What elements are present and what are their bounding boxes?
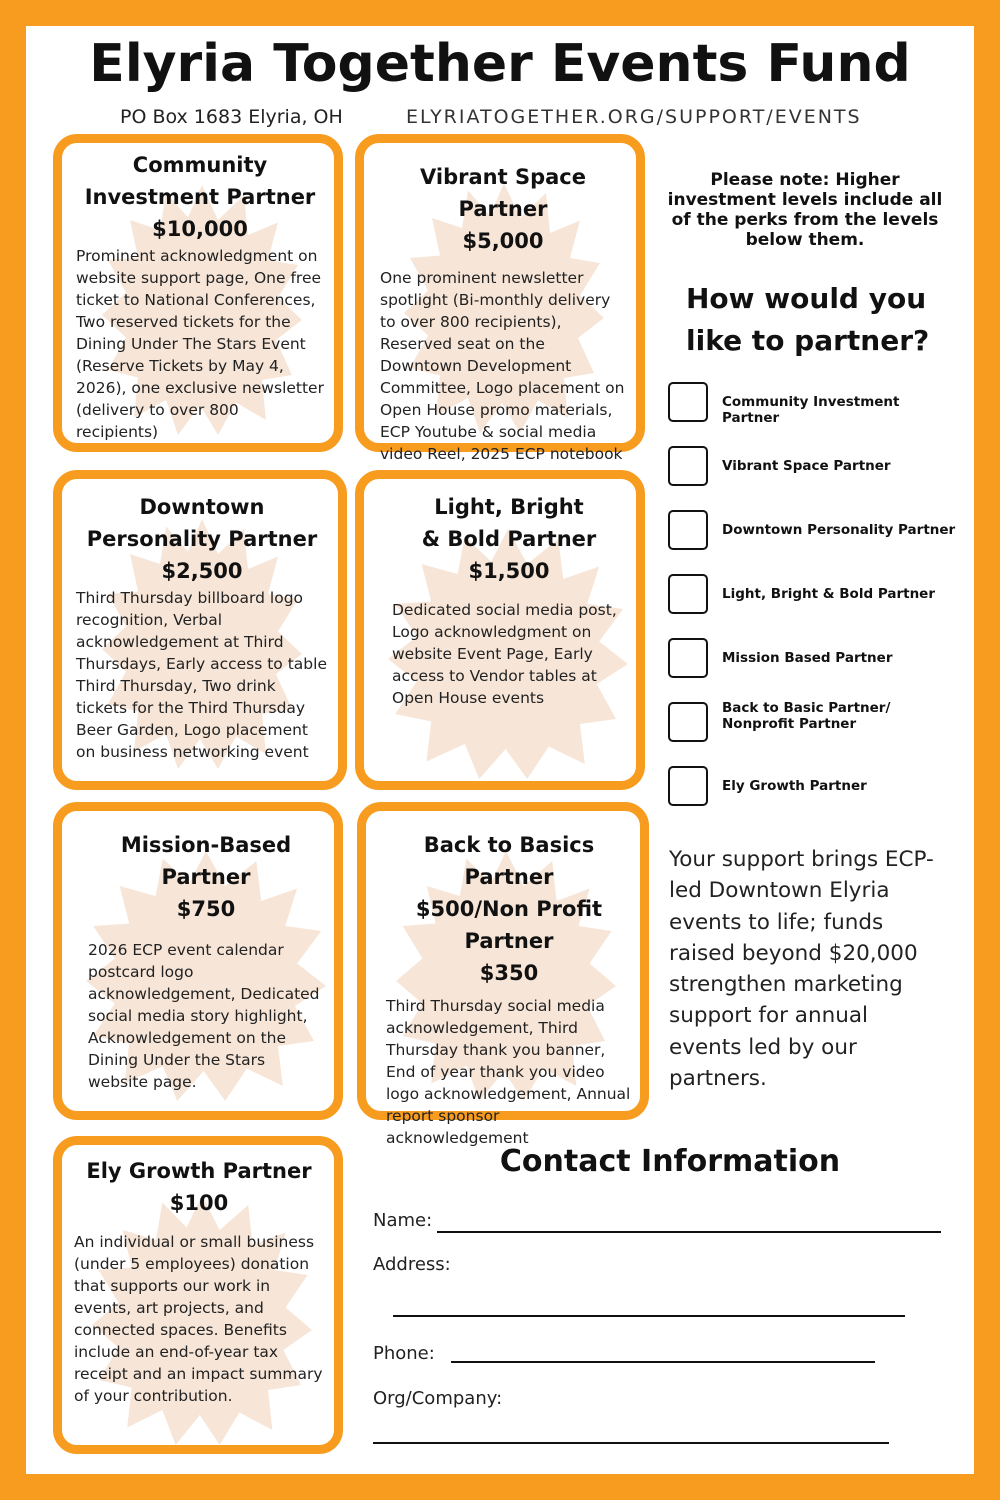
website-url[interactable]: ELYRIATOGETHER.ORG/SUPPORT/EVENTS xyxy=(406,106,862,128)
card-title: Back to Basics Partner xyxy=(423,833,595,889)
card-title: Investment Partner xyxy=(84,185,316,209)
option-downtown-personality-partner[interactable] xyxy=(668,510,958,552)
option-label: Ely Growth Partner xyxy=(722,778,867,794)
name-field[interactable] xyxy=(437,1231,941,1233)
perks-note: Please note: Higher investment levels include all of the perks from the levels below them. xyxy=(667,170,943,250)
option-label: Light, Bright & Bold Partner xyxy=(722,586,935,602)
option-label: Mission Based Partner xyxy=(722,650,893,666)
card-light-bright-bold-partner xyxy=(355,470,645,790)
checkbox[interactable] xyxy=(668,702,708,742)
name-label: Name: xyxy=(373,1210,433,1231)
card-title: $500/Non Profit Partner xyxy=(415,897,603,953)
card-price: $1,500 xyxy=(468,559,550,583)
card-ely-growth-partner xyxy=(53,1136,343,1454)
phone-label: Phone: xyxy=(373,1343,435,1364)
card-description: Dedicated social media post, Logo acknowledgment on website Event Page, Early access to Vendor tables at Open House events xyxy=(392,601,617,707)
org-company-label: Org/Company: xyxy=(373,1388,503,1409)
option-light-bright-bold-partner[interactable] xyxy=(668,574,958,616)
checkbox[interactable] xyxy=(668,382,708,422)
card-price: $100 xyxy=(169,1191,229,1215)
card-price: $350 xyxy=(479,961,539,985)
card-back-to-basics-partner xyxy=(357,802,649,1147)
card-description: An individual or small business (under 5 employees) donation that supports our work in events, art projects, and connected spaces. Benefits include an end-of-year tax receipt and an impact summary of your contribution. xyxy=(74,1233,323,1405)
card-description: One prominent newsletter spotlight (Bi-monthly delivery to over 800 recipients), Reserved seat on the Downtown Development Committee, Logo placement on Open House promo materials, ECP Youtube & social media video Reel, 2025 ECP notebook xyxy=(380,269,625,463)
checkbox[interactable] xyxy=(668,510,708,550)
card-title: Personality Partner xyxy=(86,527,318,551)
mailing-address: PO Box 1683 Elyria, OH xyxy=(120,106,343,128)
card-price: $5,000 xyxy=(462,229,544,253)
card-price: $750 xyxy=(176,897,236,921)
card-title: & Bold Partner xyxy=(421,527,597,551)
card-description: Third Thursday billboard logo recognition, Verbal acknowledgement at Third Thursdays, Early access to table Third Thursday, Two drink tickets for the Third Thursday Beer Garden, Logo placement on business networking event xyxy=(76,589,327,761)
card-description: Prominent acknowledgment on website support page, One free ticket to National Conferences, Two reserved tickets for the Dining Under The Stars Event (Reserve Tickets by May 4, 2026), one exclusive newsletter (delivery to over 800 recipients) xyxy=(76,247,324,441)
card-title: Vibrant Space Partner xyxy=(420,165,586,221)
page-title: Elyria Together Events Fund xyxy=(89,34,911,94)
address-label: Address: xyxy=(373,1254,451,1275)
card-title: Downtown xyxy=(139,495,265,519)
partner-question: How would you like to partner? xyxy=(686,282,930,357)
address-field[interactable] xyxy=(393,1315,905,1317)
option-label-line1: Back to Basic Partner/ xyxy=(722,700,891,716)
option-mission-based-partner[interactable] xyxy=(668,638,958,680)
checkbox[interactable] xyxy=(668,446,708,486)
checkbox[interactable] xyxy=(668,638,708,678)
checkbox[interactable] xyxy=(668,574,708,614)
support-statement: Your support brings ECP-led Downtown Elyria events to life; funds raised beyond $20,000 strengthen marketing support for annual events led by our partners. xyxy=(669,847,934,1092)
phone-field[interactable] xyxy=(451,1361,875,1363)
option-ely-growth-partner[interactable] xyxy=(668,766,958,808)
option-back-to-basic-partner[interactable] xyxy=(668,702,958,744)
card-description: Third Thursday social media acknowledgement, Third Thursday thank you banner, End of year thank you video logo acknowledgement, Annual report sponsor acknowledgement xyxy=(386,997,631,1147)
card-vibrant-space-partner xyxy=(355,134,645,463)
option-label: Downtown Personality Partner xyxy=(722,522,956,538)
card-price: $2,500 xyxy=(161,559,243,583)
card-title: Community xyxy=(132,153,268,177)
card-title: Mission-Based Partner xyxy=(120,833,292,889)
option-community-investment-partner[interactable] xyxy=(668,382,958,424)
card-mission-based-partner xyxy=(53,802,343,1120)
org-company-field[interactable] xyxy=(373,1442,889,1444)
checkbox[interactable] xyxy=(668,766,708,806)
option-label: Vibrant Space Partner xyxy=(722,458,891,474)
option-label xyxy=(722,700,890,732)
card-description: 2026 ECP event calendar postcard logo acknowledgement, Dedicated social media story highlight, Acknowledgement on the Dining Under the Stars website page. xyxy=(88,941,320,1091)
card-downtown-personality-partner xyxy=(53,470,347,790)
card-price: $10,000 xyxy=(152,217,248,241)
option-label-line2: Nonprofit Partner xyxy=(722,716,857,732)
card-title: Ely Growth Partner xyxy=(86,1159,312,1183)
option-vibrant-space-partner[interactable] xyxy=(668,446,958,488)
contact-title: Contact Information xyxy=(499,1144,841,1179)
card-community-investment-partner xyxy=(53,134,343,452)
card-title: Light, Bright xyxy=(434,495,584,519)
option-label: Community Investment Partner xyxy=(722,394,900,426)
